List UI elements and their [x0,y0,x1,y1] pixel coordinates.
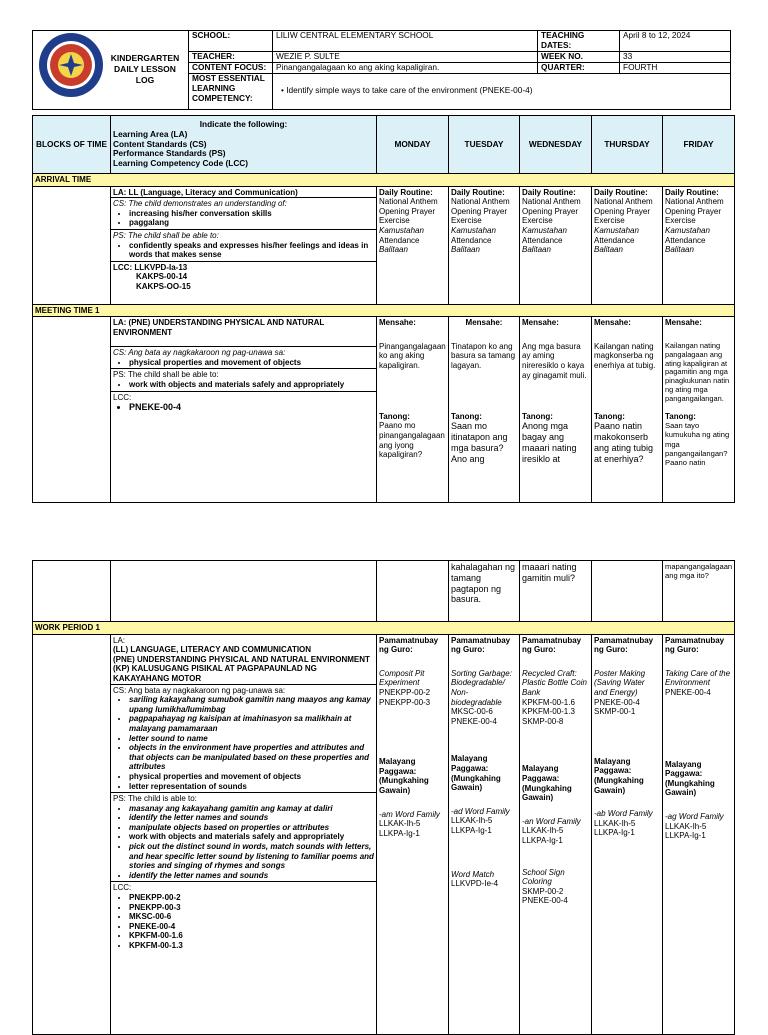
lesson-table-page-1 [32,115,735,503]
routine-title: Daily Routine: [594,187,648,197]
arrival-cs-item: increasing his/her conversation skills [129,208,272,218]
col-tuesday: TUESDAY [449,116,520,174]
section-work: WORK PERIOD 1 [33,622,735,635]
routine-line: Exercise [665,216,696,226]
title-kindergarten: KINDERGARTEN [110,53,180,63]
work-la-line: (PNE) UNDERSTANDING PHYSICAL AND NATURAL ENVIRONMENT [113,654,370,664]
routine-line: Attendance [522,235,563,245]
routine-line: Balitaan [522,245,551,255]
guide-title: Pamamatnubay ng Guro: [379,635,439,655]
routine-line: Kamustahan [594,225,639,235]
guide-title: Pamamatnubay ng Guro: [451,635,511,655]
tanong-text: Paano natin makokonserb ang ating tubig at enerhiya? [594,421,654,464]
extra-activity: School Sign Coloring [522,867,565,887]
indicate-cs: Content Standards (CS) [113,138,207,149]
free-code: LLKPA-Ig-1 [594,828,635,838]
meeting-continued-tuesday: kahalagahan ng tamang pagtapon ng basura. [449,561,520,622]
work-ps-intro: PS: The child is able to: [113,794,197,804]
dates-value: April 8 to 12, 2024 [620,31,731,52]
lesson-table-page-2 [32,560,735,1035]
arrival-lcc: LCC: LLKVPD-Ia-13 [113,262,188,272]
routine-title: Daily Routine: [522,187,576,197]
tanong-label: Tanong: [379,411,410,421]
arrival-la: LA: LL (Language, Literacy and Communication) [113,187,298,197]
tanong-text: Saan tayo kumukuha ng ating mga pangangailangan? Paano natin [665,421,730,467]
guide-title: Pamamatnubay ng Guro: [594,635,654,655]
routine-line: Balitaan [665,245,694,255]
quarter-value: FOURTH [620,62,731,73]
mec-text: Identify simple ways to take care of the environment (PNEKE-00-4) [286,85,533,96]
title-dll: DAILY LESSON LOG [114,64,176,86]
work-ps-item: masanay ang kakayahang gamitin ang kamay at daliri [129,803,333,813]
guide-code: SKMP-00-1 [594,707,636,717]
arrival-cs-intro: CS: The child demonstrates an understanding of: [113,199,287,209]
extra-code: LLKVPD-Ie-4 [451,879,499,889]
routine-line: Opening Prayer [522,206,579,216]
guide-title: Pamamatnubay ng Guro: [522,635,582,655]
work-ps-item: manipulate objects based on properties or attributes [129,822,330,832]
routine-line: Balitaan [451,245,480,255]
free-activity: -ag Word Family [665,811,724,821]
meeting-cs-item: physical properties and movement of objects [129,357,302,367]
guide-activity: Poster Making (Saving Water and Energy) [594,668,646,697]
routine-line: National Anthem [522,197,581,207]
meeting-wednesday [520,317,592,503]
free-title: Malayang Paggawa: (Mungkahing Gawain) [522,764,572,803]
work-thursday [592,634,663,1034]
meeting-thursday [592,317,663,503]
free-activity: -ab Word Family [594,809,653,819]
free-title: Malayang Paggawa: (Mungkahing Gawain) [451,754,501,793]
focus-value: Pinangangalagaan ko ang aking kapaligiran. [273,62,538,73]
free-code: LLKPA-Ig-1 [522,835,563,845]
mensahe-label: Mensahe: [522,318,559,328]
work-ps-item: work with objects and materials safely and appropriately [129,832,345,842]
free-code: LLKPA-Ig-1 [379,828,420,838]
guide-activity: Sorting Garbage: Biodegradable/ Non-biodegradable [451,668,512,707]
free-title: Malayang Paggawa: (Mungkahing Gawain) [594,756,644,795]
routine-line: Attendance [379,235,420,245]
meeting-standards [111,317,377,503]
meeting-friday [663,317,735,503]
extra-code: SKMP-00-2 [522,886,564,896]
routine-line: Attendance [665,235,706,245]
work-lcc-item: KPKFM-00-1.6 [129,931,183,941]
work-lcc-label: LCC: [113,883,132,893]
free-code: LLKAK-Ih-5 [379,819,421,829]
mensahe-text: Tinatapon ko ang basura sa tamang lagayan. [451,341,516,370]
guide-code: KPKFM-00-1.3 [522,707,575,717]
free-code: LLKAK-Ih-5 [665,821,707,831]
routine-line: National Anthem [451,197,510,207]
routine-line: Balitaan [594,245,623,255]
work-lcc-item: PNEKPP-00-3 [129,902,181,912]
work-cs-intro: CS: Ang bata ay nagkakaroon ng pag-unawa sa: [113,685,286,695]
routine-line: Attendance [594,235,635,245]
routine-title: Daily Routine: [451,187,505,197]
work-cs-item: objects in the environment have properties and attributes and that objects can be manipulated based on these properties and attributes [129,743,370,772]
mec-label: MOST ESSENTIAL LEARNING COMPETENCY: [189,73,273,109]
week-label: WEEK NO. [538,51,620,62]
mensahe-text: Pinangangalagaan ko ang aking kapaligiran. [379,341,446,370]
guide-code: PNEKE-00-4 [594,697,640,707]
tanong-text: Paano mo pinangangalagaan ang iyong kapaligiran? [379,421,445,460]
tanong-label: Tanong: [665,411,696,421]
guide-activity: Taking Care of the Environment [665,668,731,688]
meeting-ps-item: work with objects and materials safely and appropriately [129,379,345,389]
school-label: SCHOOL: [189,31,273,52]
meeting-ps-intro: PS: The child shall be able to: [113,370,219,380]
routine-line: Kamustahan [665,225,710,235]
routine-line: Opening Prayer [594,206,651,216]
routine-line: Opening Prayer [451,206,508,216]
meeting-continued-thursday [592,561,663,622]
free-activity: -an Word Family [522,816,581,826]
arrival-cs-item: paggalang [129,218,170,228]
arrival-monday [377,186,449,304]
mec-value: • Identify simple ways to take care of the environment (PNEKE-00-4) [273,73,731,109]
focus-label: CONTENT FOCUS: [189,62,273,73]
teacher-label: TEACHER: [189,51,273,62]
free-title: Malayang Paggawa: (Mungkahing Gawain) [379,757,429,795]
indicate-ps: Performance Standards (PS) [113,148,226,159]
work-ps-item: identify the letter names and sounds [129,813,269,823]
free-code: LLKPA-Ig-1 [451,825,492,835]
routine-line: Opening Prayer [379,206,436,216]
work-ps-item: identify the letter names and sounds [129,870,269,880]
work-wednesday [520,634,592,1034]
routine-line: Opening Prayer [665,206,722,216]
arrival-ps-item: confidently speaks and expresses his/her feelings and ideas in words that makes sense [129,240,369,260]
col-indicate [111,116,377,174]
work-lcc-item: PNEKE-00-4 [129,921,176,931]
work-cs-item: pagpapahayag ng kaisipan at imahinasyon sa malikhain at malayang pamamaraan [129,714,352,733]
work-cs-item: sariling kakayahang sumubok gamitin nang maayos ang kamay upang lumikha/lumimbag [129,695,371,714]
free-code: LLKPA-Ig-1 [665,831,706,841]
col-monday: MONDAY [377,116,449,174]
work-friday [663,634,735,1034]
routine-line: Kamustahan [522,225,567,235]
routine-line: National Anthem [594,197,653,207]
meeting-continued-wednesday: maaari nating gamitin muli? [520,561,592,622]
school-value: LILIW CENTRAL ELEMENTARY SCHOOL [273,31,538,52]
arrival-friday [663,186,735,304]
arrival-lcc: KAKPS-OO-15 [136,281,191,291]
guide-code: KPKFM-00-1.6 [522,697,575,707]
guide-code: MKSC-00-6 [451,707,493,717]
free-code: LLKAK-Ih-5 [594,818,636,828]
routine-line: Exercise [594,216,625,226]
extra-activity: Word Match [451,869,495,879]
meeting-lcc-label: LCC: [113,392,132,402]
work-ps-item: pick out the distinct sound in words, match sounds with letters, and hear specific letter sound by listening to familiar poems and stories and singing of rhymes and songs [129,842,374,871]
tanong-text: Anong mga bagay ang maaari nating iresiklo at [522,421,577,464]
mensahe-label: Mensahe: [379,318,416,328]
work-la-line: (KP) KALUSUGANG PISIKAL AT PAGPAPAUNLAD NG KAKAYAHANG MOTOR [113,664,317,683]
routine-line: Balitaan [379,245,408,255]
mensahe-text: Kailangan nating magkonserba ng enerhiya at tubig. [594,341,656,370]
arrival-thursday [592,186,663,304]
work-lcc-item: KPKFM-00-1.3 [129,941,183,950]
indicate-lcc: Learning Competency Code (LCC) [113,158,249,169]
guide-code: PNEKPP-00-2 [379,687,431,697]
free-code: LLKAK-Ih-5 [451,816,493,826]
work-la-line: (LL) LANGUAGE, LITERACY AND COMMUNICATION [113,645,312,655]
routine-line: Kamustahan [451,225,496,235]
guide-title: Pamamatnubay ng Guro: [665,635,725,655]
routine-line: National Anthem [379,197,438,207]
dates-label: TEACHING DATES: [538,31,620,52]
mensahe-text: Ang mga basura ay aming nireresiklo o kaya ay ginagamit muli. [522,341,587,380]
col-blocks: BLOCKS OF TIME [33,116,111,174]
indicate-label: Indicate the following: [199,118,288,129]
routine-line: Attendance [451,235,492,245]
tanong-label: Tanong: [522,411,553,421]
routine-line: Kamustahan [379,225,424,235]
guide-code: PNEKPP-00-3 [379,697,431,707]
indicate-la: Learning Area (LA) [113,128,188,139]
meeting-monday [377,317,449,503]
work-cs-item: letter representation of sounds [129,781,247,791]
guide-activity: Recycled Craft: Plastic Bottle Coin Bank [522,668,587,697]
extra-code: PNEKE-00-4 [522,896,568,906]
col-thursday: THURSDAY [592,116,663,174]
guide-code: SKMP-00-8 [522,716,564,726]
meeting-cs-intro: CS: Ang bata ay nagkakaroon ng pag-unawa sa: [113,348,286,358]
col-friday: FRIDAY [663,116,735,174]
free-activity: -am Word Family [379,809,440,819]
routine-line: Exercise [451,216,482,226]
mensahe-label: Mensahe: [594,318,631,328]
routine-title: Daily Routine: [665,187,719,197]
work-standards [111,634,377,1034]
routine-line: National Anthem [665,197,724,207]
tanong-text: Saan mo itinatapon ang mga basura? Ano ang [451,421,508,464]
teacher-value: WEZIE P. SULTE [273,51,538,62]
guide-code: PNEKE-00-4 [451,716,497,726]
free-title: Malayang Paggawa: (Mungkahing Gawain) [665,759,715,798]
col-wednesday: WEDNESDAY [520,116,592,174]
week-value: 33 [620,51,731,62]
routine-line: Exercise [379,216,410,226]
free-activity: -ad Word Family [451,806,510,816]
mensahe-label: Mensahe: [465,318,503,328]
mensahe-label: Mensahe: [665,318,702,328]
free-code: LLKAK-Ih-5 [522,826,564,836]
work-cs-item: physical properties and movement of objects [129,771,302,781]
arrival-lcc: KAKPS-00-14 [136,272,188,282]
mensahe-text: Kailangan nating pangalagaan ang ating kapaligiran at pagamitin ang mga pinagkukunan natin ng ating mga pangangailangan. [665,340,730,404]
meeting-continued-monday [377,561,449,622]
routine-title: Daily Routine: [379,187,433,197]
meeting-tuesday [449,317,520,503]
meeting-lcc-item: PNEKE-00-4 [129,402,182,413]
tanong-label: Tanong: [451,411,482,421]
meeting-continued-friday: mapangangalagaan ang mga ito? [663,561,735,622]
guide-activity: Composit Pit Experiment [379,668,425,688]
work-lcc-item: PNEKPP-00-2 [129,893,181,903]
work-cs-item: letter sound to name [129,733,208,743]
header-table [32,30,731,110]
routine-line: Exercise [522,216,553,226]
quarter-label: QUARTER: [538,62,620,73]
work-monday [377,634,449,1034]
work-tuesday [449,634,520,1034]
arrival-standards [111,186,377,304]
meeting-la: LA: (PNE) UNDERSTANDING PHYSICAL AND NATURAL ENVIRONMENT [113,318,325,337]
section-arrival: ARRIVAL TIME [33,174,735,187]
guide-code: PNEKE-00-4 [665,687,711,697]
work-lcc-item: MKSC-00-6 [129,912,172,922]
arrival-ps-intro: PS: The child shall be able to: [113,230,219,240]
arrival-wednesday [520,186,592,304]
work-la-label: LA: [113,635,126,645]
tanong-label: Tanong: [594,411,625,421]
section-meeting: MEETING TIME 1 [33,304,735,317]
arrival-tuesday [449,186,520,304]
